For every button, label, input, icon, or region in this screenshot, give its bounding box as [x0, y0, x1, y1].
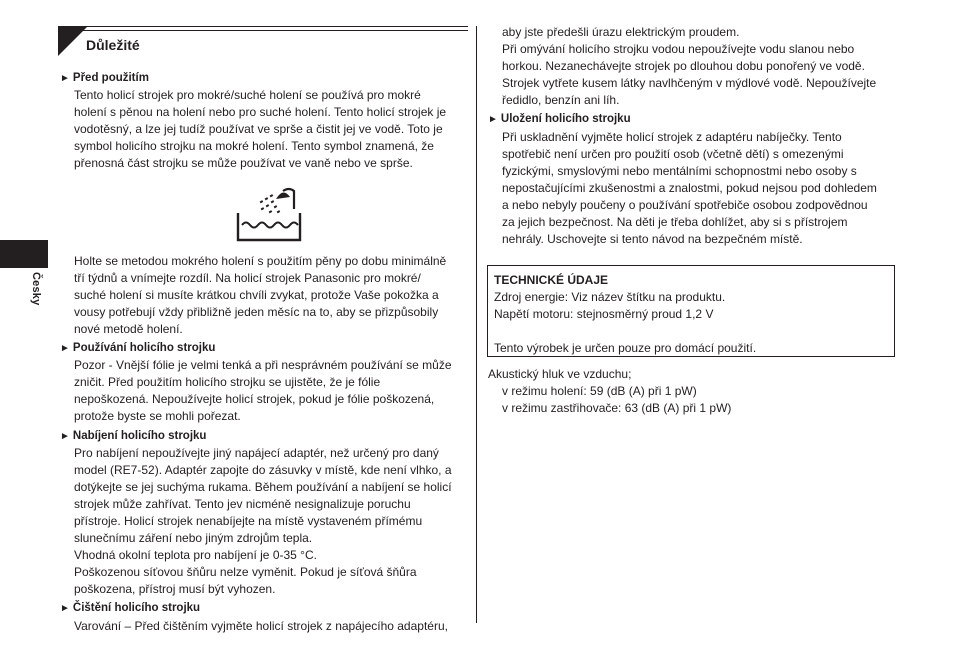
- noise-line: v režimu holení: 59 (dB (A) při 1 pW): [502, 384, 697, 398]
- technical-specs-box: [487, 265, 895, 357]
- arrow-right-icon: ►: [60, 603, 70, 615]
- section-charging-heading: ► Nabíjení holicího strojku: [60, 429, 207, 442]
- arrow-right-icon: ►: [60, 73, 70, 84]
- specs-line: Tento výrobek je určen pouze pro domácí použití.: [494, 341, 757, 355]
- specs-line: Napětí motoru: stejnosměrný proud 1,2 V: [494, 307, 714, 321]
- section-before-use-text: Tento holicí strojek pro mokré/suché holení se používá pro mokré holení s pěnou na holení nebo pro suché holení. Tento holicí strojek je vodotěsný, a lze jej tudíž používat ve sprše a čistit jej ve vodě. Toto je symbol holicího strojku na mokré holení. Tento symbol znamená, že přenosná část strojku se může používat ve vaně nebo ve sprše.: [74, 88, 447, 171]
- section-before-use-text-2: Holte se metodou mokrého holení s použitím pěny po dobu minimálně tří týdnů a vnímejte rozdíl. Na holicí strojek Panasonic pro mokré/ suché holení si musíte krátkou chvíli zvykat, protože Vaše pokožka a vousy potřebují vždy přibližně jeden měsíc na to, aby se přizpůsobily nové metodě holení.: [74, 253, 447, 336]
- bath-shower-icon: [236, 185, 302, 243]
- section-charging-text: Pro nabíjení nepoužívejte jiný napájecí adaptér, než určený pro daný model (RE7-52). Adaptér zapojte do zásuvky v místě, kde není vlhko, a dotýkejte se jej suchýma rukama. Během používání a nabíjení se holicí strojek může zahřívat. Tento jev nicméně nesignalizuje poruchu přístroje. Holicí strojek nenabíjejte na místě vystaveném přímému slunečnímu záření nebo jiným zdrojům tepla. Vhodná okolní teplota pro nabíjení je 0-35 °C. Poškozenou síťovou šňůru nelze vyměnit. Pokud je síťová šňůra poškozena, přístroj musí být vyhozen.: [74, 445, 452, 597]
- arrow-right-icon: ►: [488, 114, 498, 126]
- left-column: [60, 68, 470, 635]
- section-using-text: Pozor - Vnější fólie je velmi tenká a při nesprávném používání se může zničit. Před použitím holicího strojku se ujistěte, že je fólie nepoškozená. Nepoužívejte holicí strojek, pokud je fólie poškozená, protože byste se mohli pořezat.: [74, 358, 452, 424]
- arrow-right-icon: ►: [60, 343, 70, 355]
- page-title: Důležité: [86, 37, 140, 53]
- noise-title: Akustický hluk ve vzduchu;: [488, 367, 632, 381]
- language-tab: [0, 240, 48, 268]
- specs-line: Zdroj energie: Viz název štítku na produktu.: [494, 290, 726, 304]
- heading-rule: [58, 26, 468, 27]
- section-heading: [58, 26, 468, 58]
- noise-line: v režimu zastřihovače: 63 (dB (A) při 1 pW): [502, 401, 732, 415]
- section-storage-heading: ► Uložení holicího strojku: [488, 113, 631, 126]
- section-cleaning-text: Varování – Před čištěním vyjměte holicí strojek z napájecího adaptéru,: [74, 618, 448, 633]
- section-before-use-heading: ► Před použitím: [60, 72, 149, 84]
- column-divider: [476, 26, 477, 623]
- arrow-right-icon: ►: [60, 430, 70, 442]
- section-storage-text: Při uskladnění vyjměte holicí strojek z adaptéru nabíječky. Tento spotřebič není určen pro použití osob (včetně dětí) s omezenými fyzickými, smyslovými nebo mentálními schopnostmi nebo osoby s nepostačujícími zkušenostmi a znalostmi, pokud nejsou pod dohledem a nebo nebyly poučeny o používání spotřebiče osobou zodpovědnou za jejich bezpečnost. Na děti je třeba dohlížet, aby si s přístrojem nehrály. Uschovejte si tento návod na bezpečném místě.: [502, 129, 877, 247]
- heading-rule: [58, 30, 468, 31]
- specs-line: [494, 323, 889, 340]
- acoustic-noise-info: [488, 366, 908, 417]
- section-cleaning-heading: ► Čištění holicího strojku: [60, 602, 201, 615]
- specs-title: TECHNICKÉ ÚDAJE: [494, 273, 609, 287]
- right-column: [488, 24, 908, 248]
- section-cleaning-text-cont: aby jste předešli úrazu elektrickým proudem. Při omývání holicího strojku vodou nepoužívejte vodu slanou nebo horkou. Nezanechávejte strojek po dlouhou dobu ponořený ve vodě. Strojek vytřete kusem látky navlhčeným v mýdlové vodě. Nepoužívejte ředidlo, benzín ani líh.: [502, 25, 877, 108]
- section-using-heading: ► Používání holicího strojku: [60, 342, 216, 355]
- language-label: Česky: [30, 272, 42, 306]
